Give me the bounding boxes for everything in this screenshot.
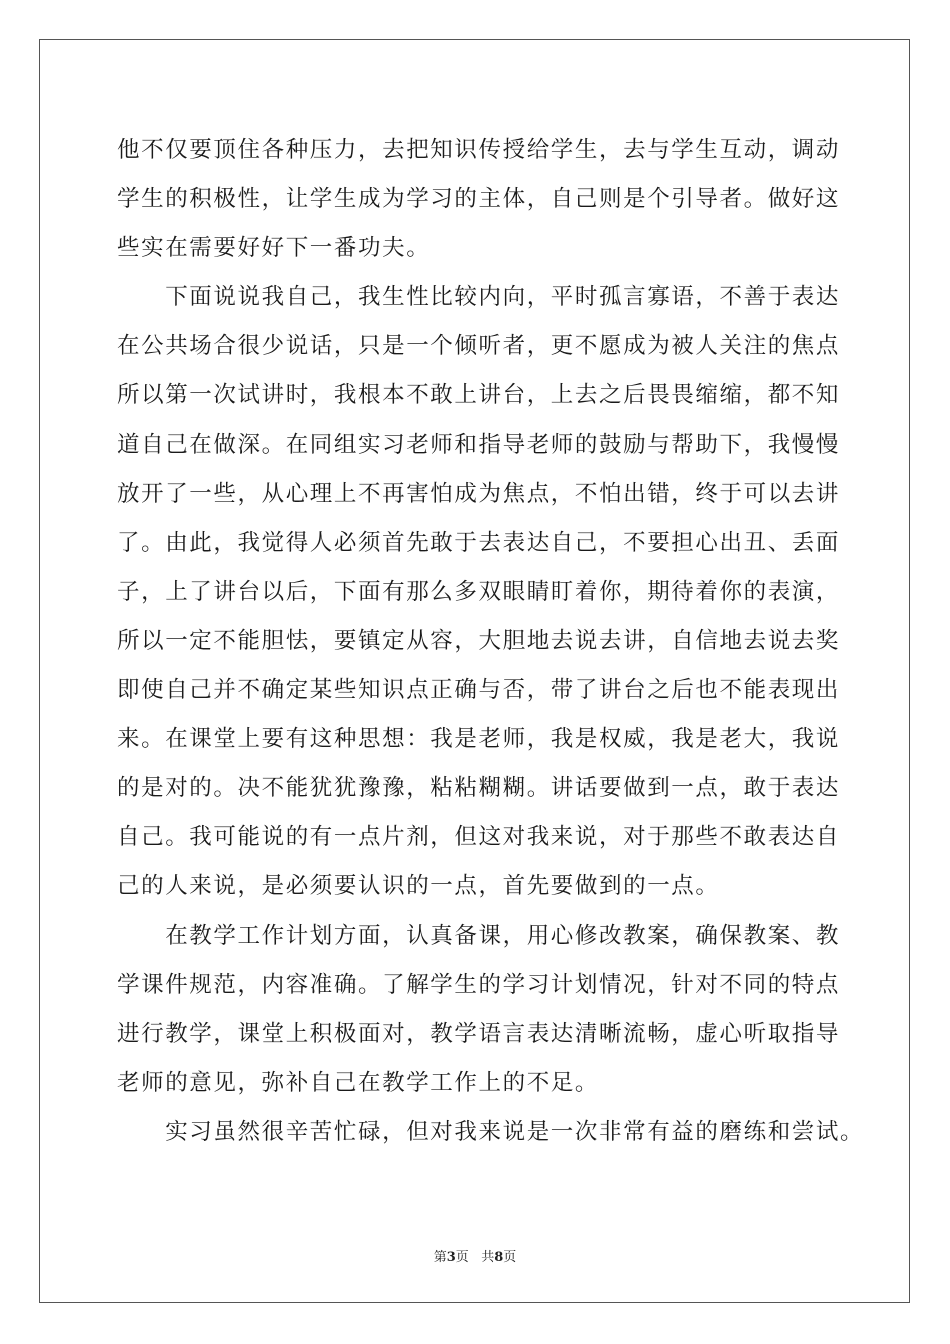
text-line: 实习虽然很辛苦忙碌，但对我来说是一次非常有益的磨练和尝试。 (117, 1118, 865, 1145)
total-label-prefix: 共 (481, 1250, 495, 1265)
text-line: 来。在课堂上要有这种思想：我是老师，我是权威，我是老大，我说 (117, 726, 841, 753)
page-number: 3 (446, 1250, 456, 1265)
text-line: 老师的意见，弥补自己在教学工作上的不足。 (117, 1069, 600, 1096)
text-line: 子，上了讲台以后，下面有那么多双眼睛盯着你，期待着你的表演， (117, 578, 841, 605)
text-line: 自己。我可能说的有一点片剂，但这对我来说，对于那些不敢表达自 (117, 824, 841, 851)
text-line: 的是对的。决不能犹犹豫豫，粘粘糊糊。讲话要做到一点，敢于表达 (117, 775, 841, 802)
document-body (117, 126, 865, 1157)
text-line: 放开了一些，从心理上不再害怕成为焦点，不怕出错，终于可以去讲 (117, 480, 841, 507)
page-label-suffix: 页 (455, 1250, 469, 1265)
total-label-suffix: 页 (503, 1250, 517, 1265)
text-line: 所以一定不能胆怯，要镇定从容，大胆地去说去讲，自信地去说去奖 (117, 627, 841, 654)
text-line: 道自己在做深。在同组实习老师和指导老师的鼓励与帮助下，我慢慢 (117, 431, 841, 458)
text-line: 了。由此，我觉得人必须首先敢于去表达自己，不要担心出丑、丢面 (117, 529, 841, 556)
text-line: 他不仅要顶住各种压力，去把知识传授给学生，去与学生互动，调动 (117, 137, 841, 163)
text-line: 学生的积极性，让学生成为学习的主体，自己则是个引导者。做好这 (117, 186, 841, 213)
text-line: 进行教学，课堂上积极面对，教学语言表达清晰流畅，虚心听取指导 (117, 1020, 841, 1047)
page-footer (0, 1246, 950, 1265)
text-line: 学课件规范，内容准确。了解学生的学习计划情况，针对不同的特点 (117, 971, 841, 998)
text-line: 些实在需要好好下一番功夫。 (117, 235, 431, 262)
text-line: 所以第一次试讲时，我根本不敢上讲台，上去之后畏畏缩缩，都不知 (117, 382, 841, 409)
text-line: 下面说说我自己，我生性比较内向，平时孤言寡语，不善于表达 (117, 284, 841, 311)
text-line: 在教学工作计划方面，认真备课，用心修改教案，确保教案、教 (117, 922, 841, 949)
page-label-prefix: 第 (433, 1250, 447, 1265)
text-line: 在公共场合很少说话，只是一个倾听者，更不愿成为被人关注的焦点 (117, 333, 841, 360)
text-line: 即使自己并不确定某些知识点正确与否，带了讲台之后也不能表现出 (117, 677, 841, 704)
text-line: 己的人来说，是必须要认识的一点，首先要做到的一点。 (117, 873, 720, 900)
total-pages: 8 (494, 1250, 504, 1265)
